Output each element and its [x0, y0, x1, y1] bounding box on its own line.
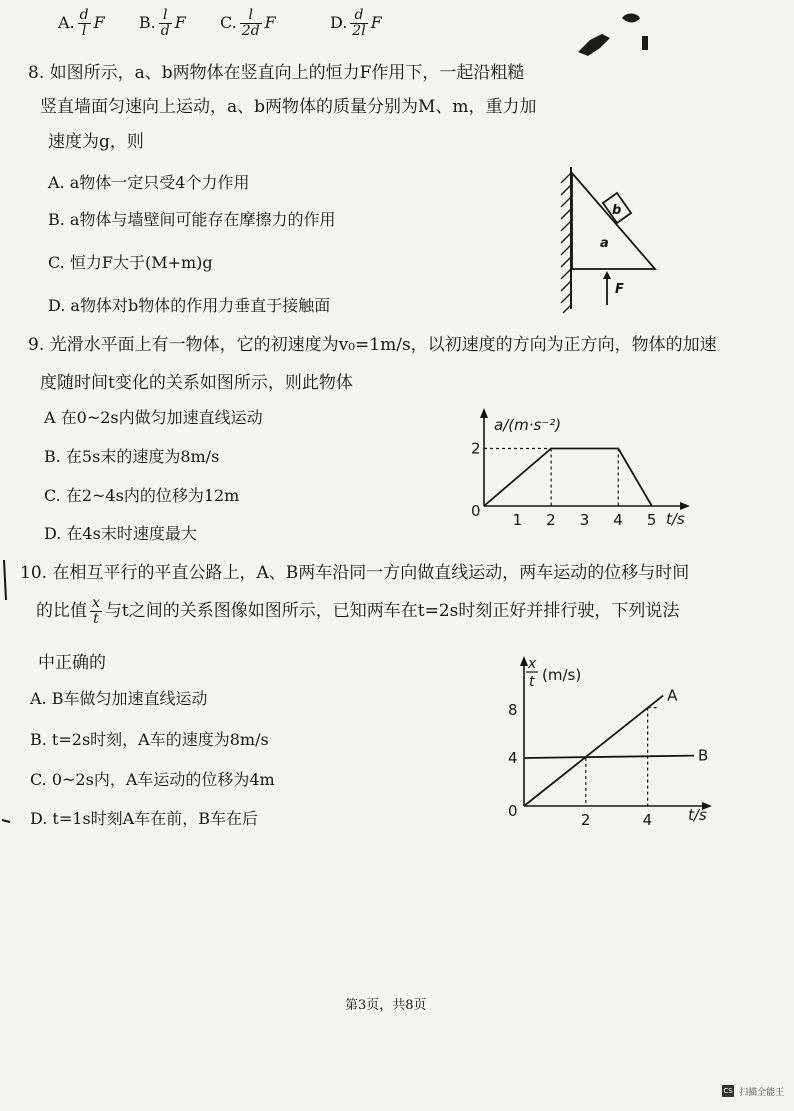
- q10-stem-line3: 中正确的: [38, 653, 106, 673]
- scanner-logo-icon: CS: [723, 1086, 733, 1095]
- q9-stem-line2: 度随时间t变化的关系如图所示，则此物体: [40, 373, 353, 393]
- x-tick-label: 2: [546, 511, 556, 529]
- y-tick-label: 4: [508, 749, 518, 767]
- scanner-watermark: [722, 1080, 784, 1099]
- q8-stem-line2: 竖直墙面匀速向上运动，a、b两物体的质量分别为M、m，重力加: [40, 97, 537, 117]
- q8-option-a: A. a物体一定只受4个力作用: [48, 173, 250, 192]
- q7-options: [58, 8, 382, 38]
- x-tick-label: 4: [642, 811, 653, 828]
- q8-option-c: C. 恒力F大于(M+m)g: [48, 253, 213, 272]
- q8-stem-line3: 速度为g，则: [48, 132, 144, 152]
- y-axis-arrow: [480, 408, 488, 418]
- q9-option-c: C. 在2~4s内的位移为12m: [44, 486, 240, 505]
- q9-option-a: A 在0~2s内做匀加速直线运动: [44, 408, 263, 427]
- q10-option-a: A. B车做匀加速直线运动: [30, 689, 208, 708]
- q8-option-d: D. a物体对b物体的作用力垂直于接触面: [48, 296, 331, 315]
- at-graph: [470, 400, 700, 530]
- x-tick-label: 3: [579, 511, 590, 529]
- x-axis-label: t/s: [666, 510, 685, 528]
- series-line: [484, 449, 652, 507]
- series-line-A: [524, 696, 663, 806]
- q10-option-c: C. 0~2s内，A车运动的位移为4m: [30, 770, 275, 789]
- q9-stem-line1: 9. 光滑水平面上有一物体，它的初速度为v₀=1m/s，以初速度的方向为正方向，物体的加速: [28, 335, 717, 355]
- page-footer: 第3页，共8页: [345, 998, 427, 1013]
- q8-figure: [555, 165, 675, 315]
- q9-option-d: D. 在4s末时速度最大: [44, 524, 197, 543]
- q10-stem-line1: 10. 在相互平行的平直公路上，A、B两车沿同一方向做直线运动，两车运动的位移与时间: [20, 563, 690, 583]
- x-tick-label: 4: [613, 511, 623, 529]
- y-axis-label: a/(m·s⁻²): [494, 416, 562, 434]
- force-arrow-head: [603, 271, 611, 279]
- q7-option-a: A. $\frac{d}{l}$ F: [58, 7, 105, 39]
- tick-labels: [508, 701, 652, 828]
- y-axis-label-unit: (m/s): [542, 666, 582, 684]
- series-line-B: [524, 756, 694, 758]
- margin-marks: [0, 540, 18, 840]
- y-tick-label: 2: [471, 439, 481, 458]
- series-lines: [524, 687, 708, 806]
- q8-stem-line1: 8. 如图所示，a、b两物体在竖直向上的恒力F作用下，一起沿粗糙: [28, 63, 525, 83]
- y-axis-label-numerator: x: [528, 656, 537, 672]
- x-tick-label: 5: [646, 511, 657, 529]
- label-a: a: [600, 236, 609, 251]
- q7-option-d: D. $\frac{d}{2l}$ F: [329, 7, 382, 39]
- y-tick-label: 8: [508, 701, 518, 719]
- scanner-watermark-label: 扫描全能王: [739, 1088, 785, 1098]
- x-axis-label: t/s: [688, 806, 707, 824]
- x-tick-label: 2: [580, 811, 591, 828]
- origin-label: 0: [508, 802, 518, 820]
- tick-labels: [471, 440, 656, 530]
- q9-option-b: B. 在5s末的速度为8m/s: [44, 447, 220, 466]
- q7-option-c: C. $\frac{l}{2d}$ F: [220, 7, 276, 39]
- q10-option-b: B. t=2s时刻，A车的速度为8m/s: [30, 730, 269, 749]
- x-tick-label: 1: [512, 511, 523, 529]
- series-label-A: A: [667, 686, 678, 705]
- q8-option-b: B. a物体与墙壁间可能存在摩擦力的作用: [48, 210, 336, 229]
- guide-lines: [484, 449, 618, 507]
- ink-smudge: [570, 4, 670, 64]
- q10-stem-line2: 的比值 $\frac{x}{t}$ 与t之间的关系图像如图所示，已知两车在t=2s时刻正好并排行驶，下列说法: [36, 595, 680, 627]
- origin-label: 0: [471, 502, 481, 520]
- x-axis-arrow: [680, 502, 690, 510]
- wall-hatching: [561, 167, 571, 313]
- wedge-a: [572, 173, 655, 269]
- series-label-B: B: [698, 746, 709, 765]
- label-b: b: [612, 203, 622, 218]
- y-axis-label-denominator: t: [529, 674, 535, 690]
- xt-graph: [490, 648, 720, 828]
- label-F: F: [615, 282, 624, 297]
- q7-option-b: B. $\frac{l}{d}$ F: [138, 7, 186, 39]
- y-axis-arrow: [520, 656, 528, 666]
- q10-option-d: D. t=1s时刻A车在前，B车在后: [30, 809, 258, 828]
